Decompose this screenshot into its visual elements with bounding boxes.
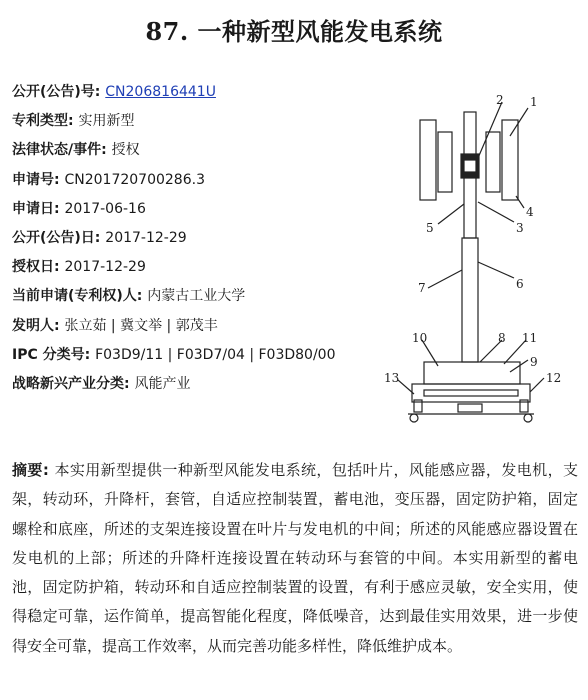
label-8: 8 [498,331,506,345]
publication-number-link[interactable]: CN206816441U [105,84,216,100]
abstract-label: 摘要: [12,461,55,479]
field-inventors [12,312,392,341]
field-ipc [12,341,392,370]
field-label: 战略新兴产业分类: [12,375,135,392]
field-label: 授权日: [12,259,65,276]
label-7: 7 [418,281,426,295]
label-10: 10 [412,331,428,345]
field-applicant [12,282,392,311]
field-value: 内蒙古工业大学 [147,288,246,305]
blade-outer-right [502,120,518,200]
blade-outer-left [420,120,436,200]
protective-box [424,362,520,384]
field-label: 法律状态/事件: [12,142,112,159]
field-value: 2017-12-29 [105,229,187,246]
label-1: 1 [530,95,538,109]
field-label: 发明人: [12,317,65,334]
label-13: 13 [384,371,400,385]
field-value: 实用新型 [78,113,135,130]
field-value: 授权 [111,142,140,159]
label-12: 12 [546,371,562,385]
field-application-date [12,195,392,224]
field-label: 专利类型: [12,113,79,130]
field-value: 风能产业 [134,375,191,392]
field-legal-status [12,136,392,165]
field-label: 申请日: [12,200,65,217]
field-value: 2017-12-29 [64,259,146,276]
patent-drawing [378,92,578,432]
label-6: 6 [516,277,524,291]
label-5: 5 [426,221,434,235]
label-2: 2 [496,93,504,107]
patent-fields [12,78,392,399]
field-value: F03D9/11 | F03D7/04 | F03D80/00 [95,346,336,363]
abstract [12,456,578,661]
blade-inner-left [438,132,452,192]
abstract-text: 本实用新型提供一种新型风能发电系统，包括叶片，风能感应器，发电机，支架，转动环，升降杆，套管，自适应控制装置，蓄电池，变压器，固定防护箱，固定螺栓和底座，所述的支架连接设置在叶片与发电机的中间；所述的风能感应器设置在发电机的上部；所述的升降杆连接设置在转动环与套管的中间。本实用新型的蓄电池，固定防护箱，转动环和自适应控制装置的设置，有利于感应灵敏，安全实用，使得稳定可靠，运作简单，提高智能化程度，降低噪音，达到最佳实用效果，进一步使得安全可靠，提高工作效率，从而完善功能多样性，降低维护成本。 [12,461,578,655]
field-value: 张立茹 | 冀文举 | 郭茂丰 [64,317,218,334]
label-4: 4 [526,205,534,219]
field-label: 公开(公告)号: [12,84,106,100]
field-publication-number [12,78,392,107]
label-3: 3 [516,221,524,235]
page-title: 87. 一种新型风能发电系统 [145,17,443,46]
base [412,384,530,402]
field-label: 申请号: [12,171,65,188]
lower-pole [462,238,478,362]
field-publication-date [12,224,392,253]
field-value: 2017-06-16 [64,200,146,217]
field-value: CN201720700286.3 [64,171,205,188]
field-label: 公开(公告)日: [12,229,106,246]
label-9: 9 [530,355,538,369]
field-grant-date [12,253,392,282]
field-application-number [12,166,392,195]
field-label: IPC 分类号: [12,346,96,363]
field-industry-category [12,370,392,399]
blade-inner-right [486,132,500,192]
field-label: 当前申请(专利权)人: [12,288,148,305]
label-11: 11 [522,331,538,345]
field-patent-type [12,107,392,136]
